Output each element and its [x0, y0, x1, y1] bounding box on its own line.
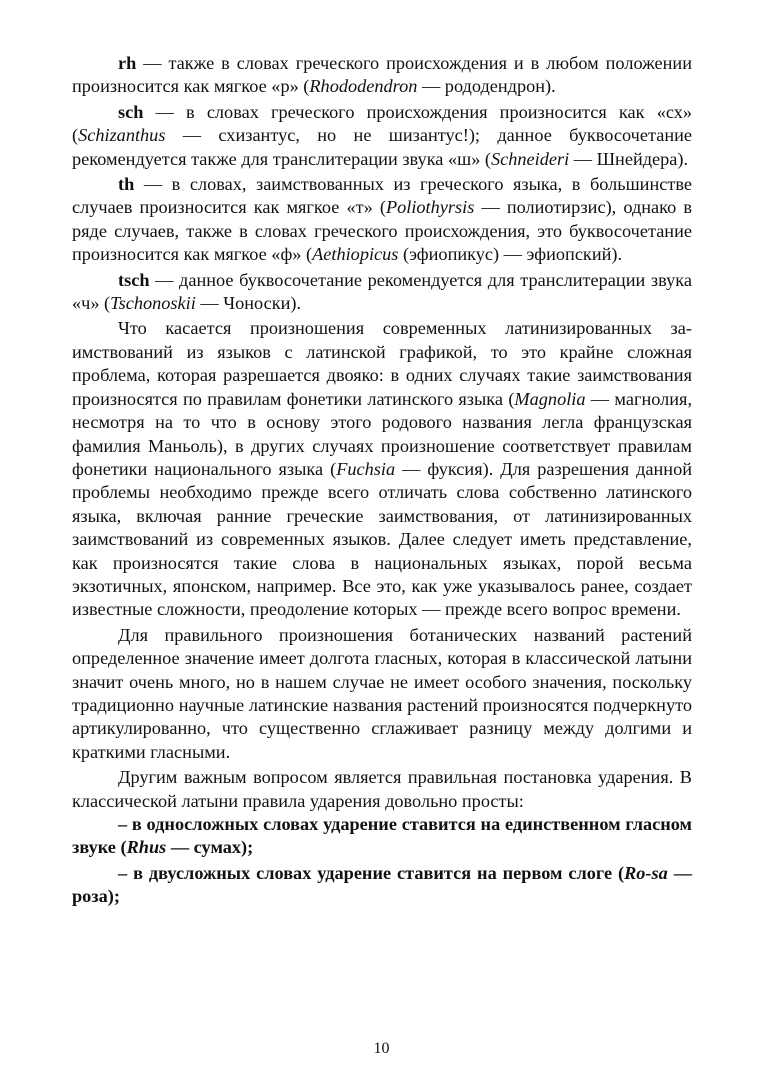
- term-rh: rh: [118, 53, 137, 73]
- latin-term: Magnolia: [514, 388, 586, 409]
- paragraph-borrowings: [72, 317, 692, 621]
- page-number: 10: [373, 1040, 390, 1057]
- text-run: — сумах);: [166, 837, 254, 858]
- text-run: Что касается произношения современных латинизированных заимствований из языков с латинской графикой, то это крайне сложная проблема, которая разрешается двояко: в одних случаях такие заимствования произносятся по правилам фонетики латинского языка (: [72, 318, 692, 409]
- latin-term: Rhus: [126, 837, 167, 858]
- paragraph-th: [72, 173, 692, 267]
- text-run: — роза);: [72, 862, 692, 907]
- text-run: — полиотирзис), однако в ряде случаев, также в словах греческого происхождения, это буквосочетание произносится как мягкое «ф» (: [72, 197, 692, 265]
- rule-disyllabic: [72, 862, 692, 909]
- term-th: th: [118, 174, 135, 195]
- text-run: — схизантус, но не шизантус!); данное буквосочетание рекомендуется также для транслитерации звука «ш» (: [72, 125, 692, 169]
- term-tsch: tsch: [118, 269, 150, 290]
- text-run: — в словах, заимствованных из греческого языка, в большинстве случаев произносится как мягкое «т» (: [72, 174, 692, 218]
- latin-term: Schneideri: [491, 148, 570, 169]
- latin-term: Tschonoskii: [110, 293, 196, 314]
- text-run: (эфиопикус) — эфиопский).: [398, 244, 623, 265]
- rule-monosyllabic: [72, 813, 692, 860]
- paragraph-rh: [72, 52, 692, 99]
- latin-term: Ro-sa: [624, 862, 668, 883]
- latin-term: Fuchsia: [336, 458, 396, 479]
- text-run: Другим важным вопросом является правильная постановка ударения. В классической латыни правила ударения довольно просты:: [72, 767, 692, 811]
- page-text: [72, 52, 692, 909]
- text-run: — фуксия). Для разрешения данной проблемы необходимо прежде всего отличать слова собственно латинского языка, включая ранние греческие заимствования, от латинизированных заимствований из современных языков. Далее следует иметь представление, как произносятся такие слова в национальных языках, порой весьма экзотичных, японском, например. Все это, как уже указывалось ранее, создает известные сложности, преодоление которых — прежде всего вопрос времени.: [72, 458, 692, 620]
- text-run: – в двусложных словах ударение ставится на первом слоге (: [118, 862, 625, 883]
- text-run: — Чоноски).: [195, 293, 302, 314]
- text-run: — рододендрон).: [417, 76, 556, 97]
- text-run: — Шнейдера).: [569, 148, 689, 169]
- text-run: Для правильного произношения ботанических названий растений определенное значение имеет долгота гласных, которая в классической латыни значит очень много, но в нашем случае не имеет особого значения, поскольку традиционно научные латинские названия растений произносятся подчеркнуто артикулированно, что существенно сглаживает разницу между долгими и краткими гласными.: [72, 624, 692, 762]
- paragraph-tsch: [72, 269, 692, 316]
- paragraph-vowel-length: [72, 624, 692, 764]
- paragraph-sch: [72, 101, 692, 171]
- text-run: — в словах греческого происхождения произносится как «сх» (: [72, 101, 692, 146]
- latin-term: Rhododendron: [309, 76, 418, 97]
- latin-term: Aethiopicus: [312, 244, 399, 265]
- paragraph-stress-intro: [72, 766, 692, 813]
- term-sch: sch: [118, 101, 144, 122]
- text-run: — магнолия, несмотря на то что в основу этого родового названия легла французская фамилия Маньоль), в других случаях произношение соответствует правилам фонетики национального языка (: [72, 388, 693, 479]
- text-run: — данное буквосочетание рекомендуется для транслитерации звука «ч» (: [72, 269, 692, 314]
- latin-term: Schizanthus: [78, 125, 166, 146]
- text-run: — также в словах греческого происхождения и в любом положении произносится как мягкое «р» (: [72, 53, 692, 97]
- text-run: – в односложных словах ударение ставится на единственном гласном звуке (: [72, 814, 692, 858]
- latin-term: Poliothyrsis: [385, 197, 475, 218]
